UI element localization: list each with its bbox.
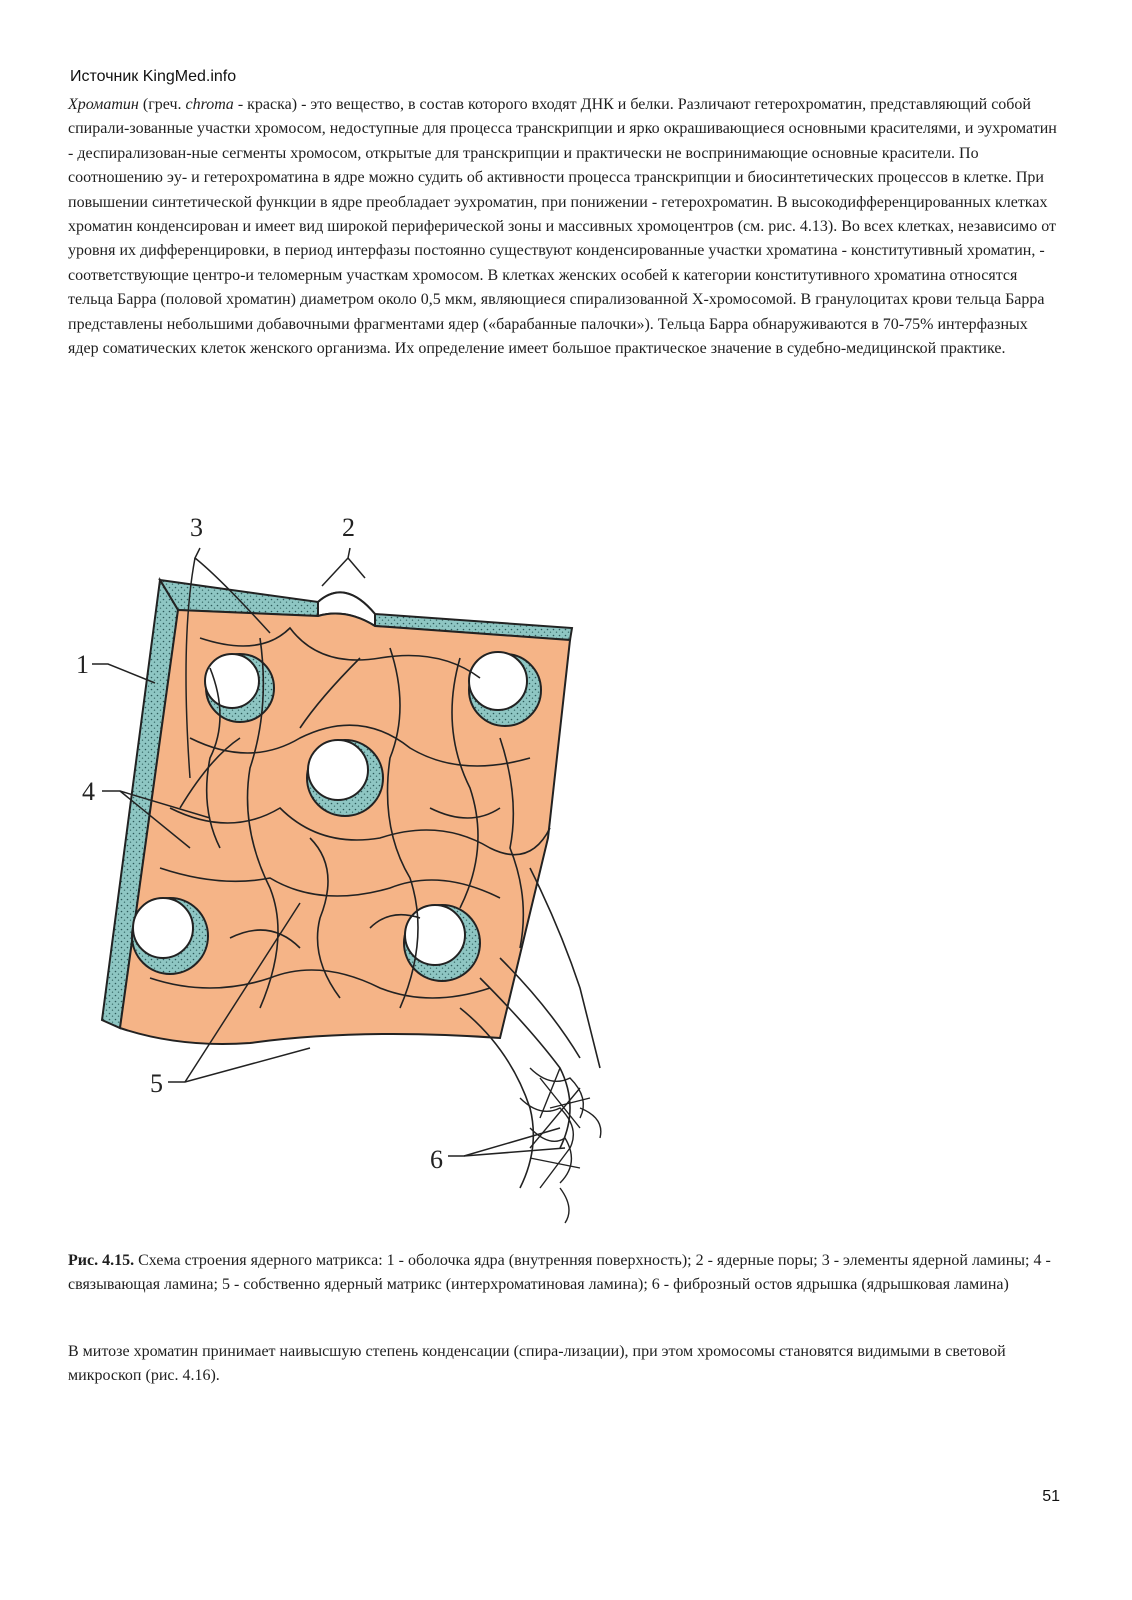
paragraph-lead: (греч. — [138, 96, 186, 113]
figure-caption — [68, 1249, 1058, 1298]
label-1: 1 — [76, 650, 89, 679]
nuclear-matrix-figure — [60, 508, 620, 1228]
page-number: 51 — [1042, 1488, 1060, 1505]
label-6: 6 — [430, 1145, 443, 1174]
term-chromatin: Хроматин — [68, 96, 139, 113]
paragraph-chromatin — [68, 93, 1058, 361]
source-header: Источник KingMed.info — [70, 68, 237, 85]
caption-label: Рис. 4.15. — [68, 1252, 135, 1269]
greek-word: chroma — [185, 96, 234, 113]
paragraph-mitosis: В митозе хроматин принимает наивысшую степень конденсации (спира-лизации), при этом хромосомы становятся видимыми в световой микроскоп (рис. 4.16). — [68, 1343, 1006, 1385]
paragraph-body: - краска) - это вещество, в состав которого входят ДНК и белки. Различают гетерохроматин, представляющий собой спирали-зованные участки хромосом, недоступные для процесса транскрипции и ярко окрашивающиеся основными красителями, и эухроматин - деспирализован-ные сегменты хромосом, открытые для транскрипции и практически не воспринимающие основные красители. По соотношению эу- и гетерохроматина в ядре можно судить об активности процесса транскрипции и биосинтетических процессов в клетке. При повышении синтетической функции в ядре преобладает эухроматин, при понижении - гетерохроматин. В высокодифференцированных клетках хроматин конденсирован и имеет вид широкой периферической зоны и массивных хромоцентров (см. рис. 4.13). Во всех клетках, независимо от уровня их дифференцировки, в период интерфазы постоянно существуют конденсированные участки хроматина - конститутивный хроматин, - соответствующие центро-и теломерным участкам хромосом. В клетках женских особей к категории конститутивного хроматина относятся тельца Барра (половой хроматин) диаметром около 0,5 мкм, являющиеся спирализованной Х-хромосомой. В гранулоцитах крови тельца Барра представлены небольшими добавочными фрагментами ядер («барабанные палочки»). Тельца Барра обнаруживаются в 70-75% интерфазных ядер соматических клеток женского организма. Их определение имеет большое практическое значение в судебно-медицинской практике. — [68, 96, 1057, 358]
label-3: 3 — [190, 513, 203, 542]
nuclear-matrix-illustration — [60, 508, 620, 1228]
label-5: 5 — [150, 1069, 163, 1098]
label-4: 4 — [82, 777, 95, 806]
label-2: 2 — [342, 513, 355, 542]
caption-text: Схема строения ядерного матрикса: 1 - оболочка ядра (внутренняя поверхность); 2 - ядерные поры; 3 - элементы ядерной ламины; 4 - связывающая ламина; 5 - собственно ядерный матрикс (интерхроматиновая ламина); 6 - фиброзный остов ядрышка (ядрышковая ламина) — [68, 1252, 1051, 1294]
